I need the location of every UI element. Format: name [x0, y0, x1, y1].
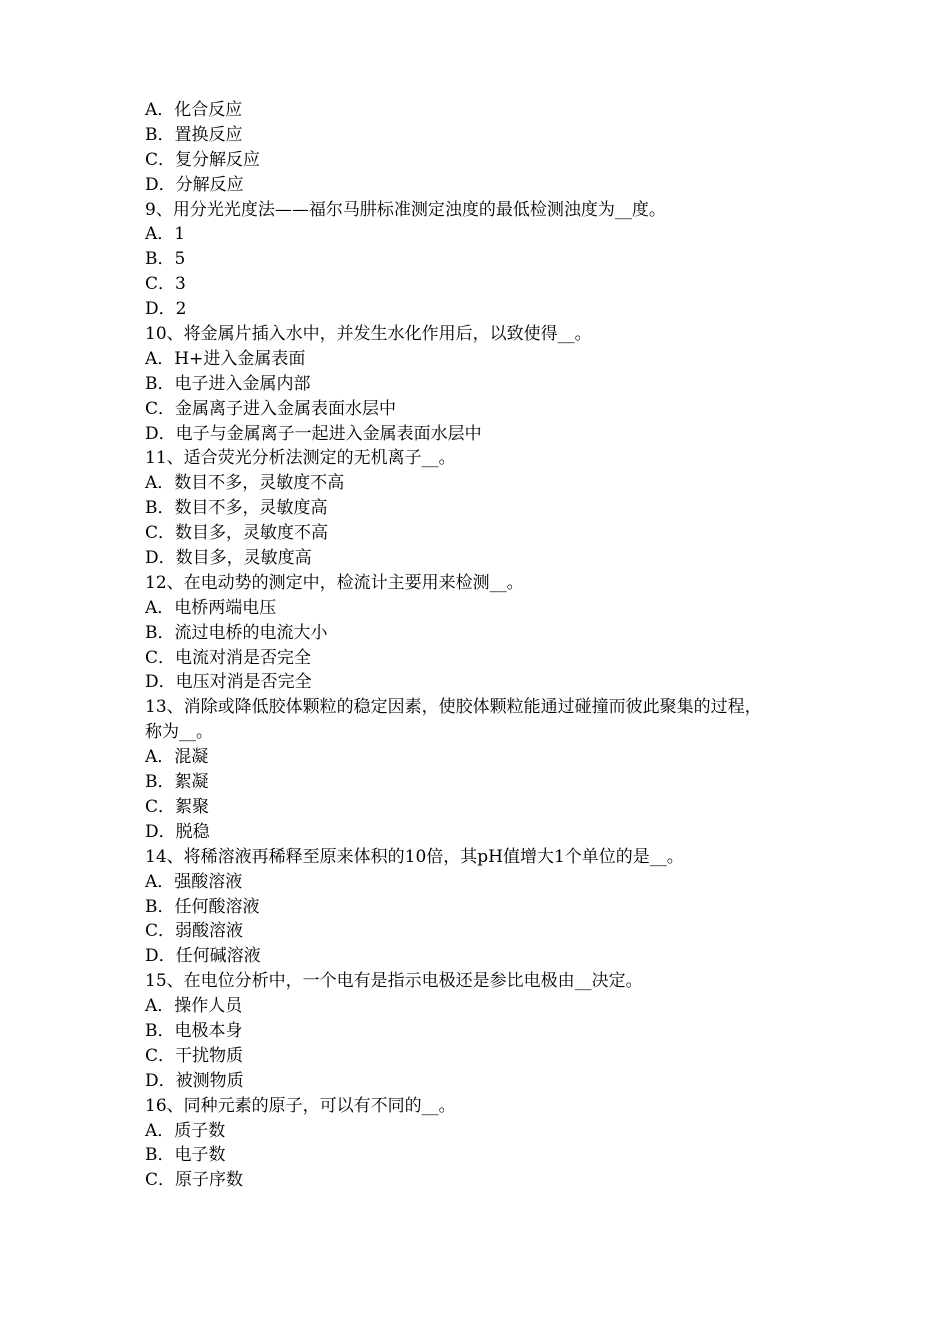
- option-line: A．电桥两端电压: [145, 597, 277, 618]
- question-9: 9、用分光光度法——福尔马肼标准测定浊度的最低检测浊度为__度。: [145, 199, 666, 220]
- question-15: 15、在电位分析中，一个电有是指示电极还是参比电极由__决定。: [145, 971, 643, 992]
- question-12: 12、在电动势的测定中，检流计主要用来检测__。: [145, 572, 524, 593]
- option-line: D．电子与金属离子一起进入金属表面水层中: [145, 423, 482, 444]
- question-16: 16、同种元素的原子，可以有不同的__。: [145, 1095, 456, 1116]
- option-line: B．电极本身: [145, 1020, 243, 1041]
- option-line: A．H+进入金属表面: [145, 348, 306, 369]
- question-13: 13、消除或降低胶体颗粒的稳定因素，使胶体颗粒能通过碰撞而彼此聚集的过程，: [145, 697, 762, 718]
- option-line: D．2: [145, 299, 187, 320]
- question-13-continuation: 称为__。: [145, 722, 213, 743]
- option-line: C．弱酸溶液: [145, 921, 244, 942]
- option-line: C．干扰物质: [145, 1045, 244, 1066]
- option-line: C．原子序数: [145, 1170, 244, 1191]
- option-line: B．电子进入金属内部: [145, 373, 311, 394]
- option-line: D．电压对消是否完全: [145, 672, 312, 693]
- option-line: B．流过电桥的电流大小: [145, 622, 328, 643]
- option-line: C．絮聚: [145, 796, 210, 817]
- option-line: B．絮凝: [145, 772, 209, 793]
- option-line: B．数目不多，灵敏度高: [145, 498, 328, 519]
- option-line: B．5: [145, 249, 186, 270]
- option-line: A．强酸溶液: [145, 871, 243, 892]
- question-11: 11、适合荧光分析法测定的无机离子__。: [145, 448, 456, 469]
- option-line: C．3: [145, 274, 186, 295]
- option-line: D．分解反应: [145, 174, 244, 195]
- question-14: 14、将稀溶液再稀释至原来体积的10倍，其pH值增大1个单位的是__。: [145, 846, 684, 867]
- option-line: A．操作人员: [145, 996, 243, 1017]
- option-line: A．质子数: [145, 1120, 226, 1141]
- option-line: C．数目多，灵敏度不高: [145, 523, 329, 544]
- option-line: A．化合反应: [145, 100, 243, 120]
- option-line: D．被测物质: [145, 1070, 244, 1091]
- option-line: C．电流对消是否完全: [145, 647, 312, 668]
- option-line: A．混凝: [145, 747, 209, 768]
- option-line: C．金属离子进入金属表面水层中: [145, 398, 397, 419]
- option-line: B．置换反应: [145, 124, 243, 145]
- option-line: C．复分解反应: [145, 149, 261, 170]
- option-line: D．脱稳: [145, 821, 210, 842]
- option-line: B．任何酸溶液: [145, 896, 260, 917]
- option-line: A．数目不多，灵敏度不高: [145, 473, 345, 494]
- document-page: [145, 98, 810, 1193]
- question-10: 10、将金属片插入水中，并发生水化作用后，以致使得__。: [145, 324, 592, 345]
- option-line: D．数目多，灵敏度高: [145, 548, 312, 569]
- option-line: B．电子数: [145, 1145, 226, 1166]
- option-line: D．任何碱溶液: [145, 946, 261, 967]
- option-line: A．1: [145, 224, 186, 245]
